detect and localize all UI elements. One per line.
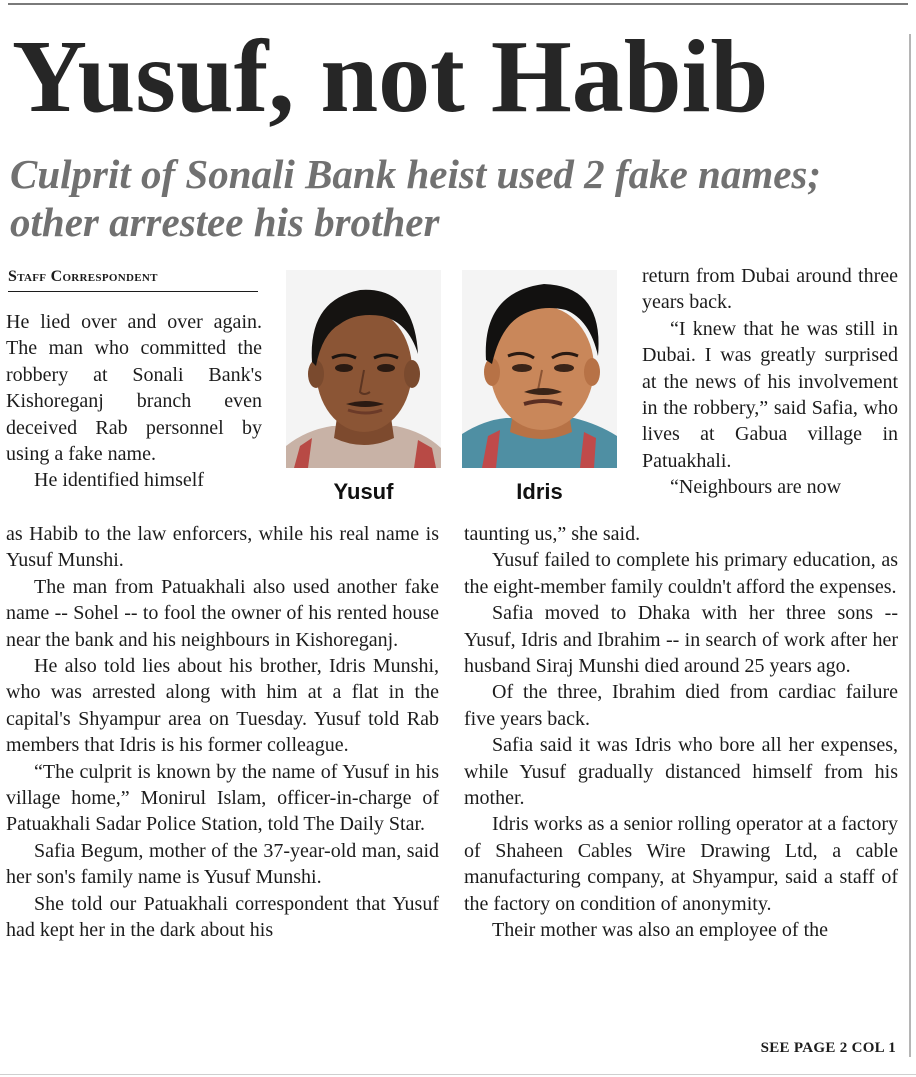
- portrait-yusuf-image: [286, 270, 441, 468]
- headline: Yusuf, not Habib: [12, 19, 769, 134]
- paragraph: The man from Patuakhali also used another fake name -- Sohel -- to fool the owner of his rented house near the bank and his neighbours in Kishoreganj.: [6, 575, 439, 651]
- bottom-rule: [0, 1074, 916, 1075]
- top-rule: [8, 3, 908, 5]
- paragraph: Safia moved to Dhaka with her three sons -- Yusuf, Idris and Ibrahim -- in search of work after her husband Siraj Munshi died around 25 years ago.: [464, 602, 898, 678]
- portrait-idris-image: [462, 270, 617, 468]
- paragraph: Of the three, Ibrahim died from cardiac failure five years back.: [464, 681, 898, 730]
- article-column-left-top: [6, 309, 262, 494]
- article-column-left: [6, 521, 439, 944]
- paragraph: Safia Begum, mother of the 37-year-old man, said her son's family name is Yusuf Munshi.: [6, 839, 439, 889]
- paragraph: She told our Patuakhali correspondent that Yusuf had kept her in the dark about his: [6, 892, 439, 942]
- paragraph: Yusuf failed to complete his primary education, as the eight-member family couldn't afford the expenses.: [464, 549, 898, 598]
- paragraph: He lied over and over again. The man who committed the robbery at Sonali Bank's Kishoreganj branch even deceived Rab personnel by using a fake name.: [6, 311, 262, 466]
- paragraph: taunting us,” she said.: [464, 523, 641, 545]
- paragraph: He also told lies about his brother, Idris Munshi, who was arrested along with him at a flat in the capital's Shyampur area on Tuesday. Yusuf told Rab members that Idris is his former colleague.: [6, 655, 439, 757]
- paragraph: “Neighbours are now: [670, 476, 842, 499]
- paragraph: Their mother was also an employee of the: [492, 919, 828, 942]
- paragraph: “I knew that he was still in Dubai. I was greatly surprised at the news of his involvement in the robbery,” said Safia, who lives at Gabua village in Patuakhali.: [642, 317, 898, 472]
- paragraph: Safia said it was Idris who bore all her expenses, while Yusuf gradually distanced himself from his mother.: [464, 734, 898, 810]
- photo-caption-yusuf: Yusuf: [333, 479, 394, 504]
- photo-caption-idris: Idris: [516, 479, 563, 504]
- paragraph: Idris works as a senior rolling operator at a factory of Shaheen Cables Wire Drawing Ltd, a cable manufacturing company, at Shyampur, said a staff of the factory on condition of anonymity.: [464, 813, 898, 915]
- photo-yusuf: [286, 270, 441, 468]
- article-column-right: [464, 521, 898, 944]
- paragraph: return from Dubai around three years back.: [642, 265, 898, 314]
- paragraph: as Habib to the law enforcers, while his real name is Yusuf Munshi.: [6, 523, 439, 572]
- photo-idris: [462, 270, 617, 468]
- paragraph: “The culprit is known by the name of Yusuf in his village home,” Monirul Islam, officer-in-charge of Patuakhali Sadar Police Station, told The Daily Star.: [6, 760, 439, 836]
- continued-on-page-line: SEE PAGE 2 COL 1: [760, 1040, 896, 1056]
- byline: Staff Correspondent: [8, 268, 258, 292]
- article-column-right-top: [642, 263, 898, 501]
- paragraph: He identified himself: [34, 469, 204, 492]
- column-rule: [909, 34, 911, 1057]
- subheadline: Culprit of Sonali Bank heist used 2 fake names; other arrestee his brother: [10, 151, 822, 245]
